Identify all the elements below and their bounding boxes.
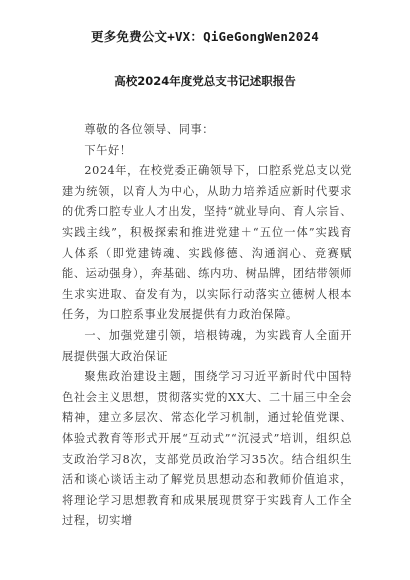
document-title: 高校2024年度党总支书记述职报告 <box>114 74 296 88</box>
body-paragraph: 2024年，在校党委正确领导下，口腔系党总支以党建为统领，以育人为中心，从助力培养适应新时代要求的优秀口腔专业人才出发，坚持“就业导向、育人宗旨、实践主线”，积极探索和推进党建＋“五位一体”实践育人体系（即党建铸魂、实践修德、沟通润心、竞赛赋能、运动强身），奔基础、练内功、树品牌，团结带领师生求实进取、奋发有为，以实际行动落实立德树人根本任务，为口腔系事业发展提供有力政治保障。 <box>62 164 352 322</box>
document-body <box>62 120 352 532</box>
section-heading: 一、加强党建引领，培根铸魂，为实践育人全面开展提供强大政治保证 <box>62 328 352 363</box>
salutation: 尊敬的各位领导、同事： <box>84 123 215 136</box>
body-paragraph: 聚焦政治建设主题，围绕学习习近平新时代中国特色社会主义思想，贯彻落实党的XX大、二十届三中全会精神，建立多层次、常态化学习机制，通过轮值党课、体验式教育等形式开展“互动式”“沉浸式”培训，组织总支政治学习8次，支部党员政治学习35次。结合组织生活和谈心谈话主动了解党员思想动态和教师价值追求，将理论学习思想教育和成果展现贯穿于实践育人工作全过程，切实增 <box>62 370 352 528</box>
greeting: 下午好！ <box>84 143 132 157</box>
header-watermark-text: 更多免费公文+VX：QiGeGongWen2024 <box>91 29 319 44</box>
